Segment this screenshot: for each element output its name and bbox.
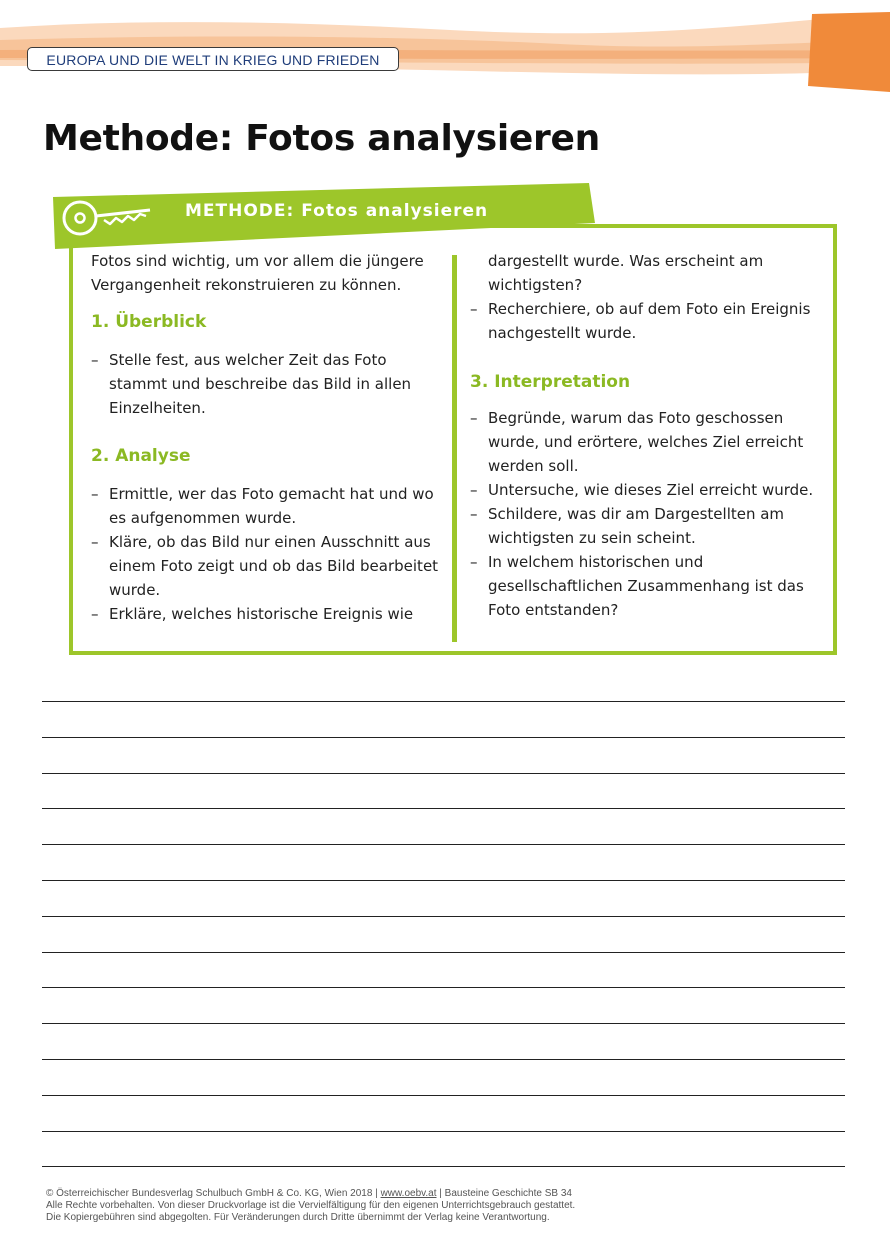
- publisher-link[interactable]: www.oebv.at: [380, 1188, 437, 1199]
- list-item: – Ermittle, wer das Foto gemacht hat und wo es aufgenommen wurde.: [91, 482, 441, 530]
- footer-line-1: [46, 1188, 846, 1200]
- list-item: – Erkläre, welches historische Ereignis wie: [91, 602, 441, 626]
- overview-list: [91, 348, 441, 420]
- list-item: – Untersuche, wie dieses Ziel erreicht wurde.: [470, 478, 815, 502]
- writing-line[interactable]: [42, 701, 845, 737]
- list-item: – Begründe, warum das Foto geschossen wurde, und erörtere, welches Ziel erreicht werden soll.: [470, 406, 815, 478]
- list-item: – Kläre, ob das Bild nur einen Ausschnitt aus einem Foto zeigt und ob das Bild bearbeitet wurde.: [91, 530, 441, 602]
- column-divider: [452, 255, 457, 642]
- list-item: – Stelle fest, aus welcher Zeit das Foto stammt und beschreibe das Bild in allen Einzelheiten.: [91, 348, 441, 420]
- section-heading-overview: 1. Überblick: [91, 312, 207, 332]
- writing-lines: [42, 701, 845, 1202]
- writing-line[interactable]: [42, 1023, 845, 1059]
- writing-line[interactable]: [42, 952, 845, 988]
- writing-line[interactable]: [42, 880, 845, 916]
- list-item: – Schildere, was dir am Dargestellten am wichtigsten zu sein scheint.: [470, 502, 815, 550]
- footer-book-ref: | Bausteine Geschichte SB 34: [436, 1188, 572, 1199]
- footer-line-3: Die Kopiergebühren sind abgegolten. Für Veränderungen durch Dritte übernimmt der Verlag keine Verantwortung.: [46, 1212, 550, 1223]
- analysis-list: [91, 482, 441, 626]
- analysis-list-continued: [470, 297, 815, 345]
- writing-line[interactable]: [42, 916, 845, 952]
- writing-line[interactable]: [42, 773, 845, 809]
- series-label: EUROPA UND DIE WELT IN KRIEG UND FRIEDEN: [27, 47, 399, 71]
- analysis-continuation: dargestellt wurde. Was erscheint am wichtigsten?: [488, 252, 764, 294]
- list-item: – Recherchiere, ob auf dem Foto ein Ereignis nachgestellt wurde.: [470, 297, 815, 345]
- key-icon: [58, 196, 158, 240]
- writing-line[interactable]: [42, 1131, 845, 1167]
- writing-line[interactable]: [42, 1095, 845, 1131]
- method-banner-title: METHODE: Fotos analysieren: [185, 201, 489, 221]
- writing-line[interactable]: [42, 737, 845, 773]
- footer: [46, 1188, 846, 1224]
- method-right-column: [470, 249, 815, 622]
- interpretation-list: [470, 406, 815, 622]
- writing-line[interactable]: [42, 844, 845, 880]
- section-heading-interpretation: 3. Interpretation: [470, 372, 631, 392]
- footer-copyright: © Österreichischer Bundesverlag Schulbuch GmbH & Co. KG, Wien 2018 |: [46, 1188, 381, 1199]
- method-intro: Fotos sind wichtig, um vor allem die jüngere Vergangenheit rekonstruieren zu können.: [91, 252, 424, 294]
- writing-line[interactable]: [42, 987, 845, 1023]
- footer-line-2: Alle Rechte vorbehalten. Von dieser Druckvorlage ist die Vervielfältigung für den eigenen Unterrichtsgebrauch gestattet.: [46, 1200, 576, 1211]
- writing-line[interactable]: [42, 808, 845, 844]
- method-left-column: [91, 249, 441, 626]
- list-item: – In welchem historischen und gesellschaftlichen Zusammenhang ist das Foto entstanden?: [470, 550, 815, 622]
- page-title: Methode: Fotos analysieren: [43, 118, 600, 159]
- writing-line[interactable]: [42, 1059, 845, 1095]
- section-heading-analysis: 2. Analyse: [91, 446, 191, 466]
